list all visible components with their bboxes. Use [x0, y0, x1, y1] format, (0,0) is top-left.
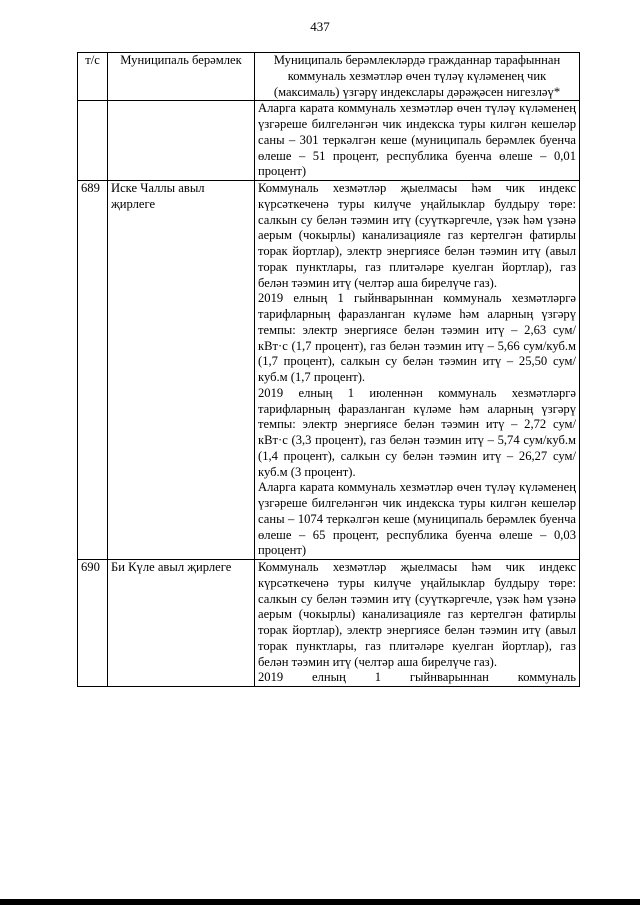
row-municipality: Би Күле авыл җирлеге	[108, 560, 255, 687]
table-row-689	[78, 181, 580, 560]
row-municipality: Иске Чаллы авыл җирлеге	[108, 181, 255, 560]
row-num: 690	[78, 560, 108, 687]
row-paragraph: 2019 елның 1 гыйнварыннан коммуналь хезмәтләргә тарифларның фаразланган күләме һәм аларның үзгәрү темпы: электр энергиясе белән тәэмин итү – 2,63 сум/кВт·с (1,7 процент), газ белән тәэмин итү – 5,66 сум/куб.м (1,7 процент), салкын су белән тәэмин итү – 25,50 сум/куб.м (1,7 процент).	[258, 291, 576, 384]
continued-text-cell	[255, 101, 580, 181]
row-text-cell	[255, 560, 580, 687]
row-paragraph: Коммуналь хезмәтләр җыелмасы һәм чик индекс күрсәткеченә туры килүче уңайлыклар булдыру төре: салкын су белән тәэмин итү (суүткәргечле, үзәк һәм үзәнә аерым (чокырлы) канализацияле газ кертелгән фатирлы торак йортлар), электр энергиясе белән тәэмин итү (авыл торак пунктлары, газ плитәләре куелган йортлар), газ белән тәэмин итү (челтәр аша бирелүче газ).	[258, 560, 576, 669]
header-num: т/с	[78, 53, 108, 101]
row-paragraph: 2019 елның 1 июленнән коммуналь хезмәтләргә тарифларның фаразланган күләме һәм аларның үзгәрү темпы: электр энергиясе белән тәэмин итү – 2,72 сум/кВт·с (3,3 процент), газ белән тәэмин итү – 5,74 сум/куб.м (1,4 процент), салкын су белән тәэмин итү – 26,27 сум/куб.м (3 процент).	[258, 385, 576, 479]
row-paragraph: 2019 елның 1 гыйнварыннан коммуналь	[258, 670, 576, 685]
table-row-continued	[78, 101, 580, 181]
row-paragraph: Коммуналь хезмәтләр җыелмасы һәм чик индекс күрсәткеченә туры килүче уңайлыклар булдыру төре: салкын су белән тәэмин итү (суүткәргечле, үзәк һәм үзәнә аерым (чокырлы) канализацияле газ кертелгән фатирлы торак йортлар), электр энергиясе белән тәэмин итү (авыл торак пунктлары, газ плитәләре куелган йортлар), газ белән тәэмин итү (челтәр аша бирелүче газ).	[258, 181, 576, 290]
index-table	[77, 52, 580, 687]
table-row-690	[78, 560, 580, 687]
continued-municipality-cell	[108, 101, 255, 181]
header-municipality: Муниципаль берәмлек	[108, 53, 255, 101]
row-num: 689	[78, 181, 108, 560]
bottom-border-bar	[0, 899, 640, 905]
table-header-row	[78, 53, 580, 101]
row-paragraph: Аларга карата коммуналь хезмәтләр өчен түләү күләменең үзгәреше билгеләнгән чик индекска туры килгән кешеләр саны – 1074 теркәлгән кеше (муниципаль берәмлек буенча өлеше – 65 процент, республика буенча өлеше – 0,03 процент)	[258, 480, 576, 558]
row-text-cell	[255, 181, 580, 560]
continued-num-cell	[78, 101, 108, 181]
continued-paragraph: Аларга карата коммуналь хезмәтләр өчен түләү күләменең үзгәреше билгеләнгән чик индекска туры килгән кешеләр саны – 301 теркәлгән кеше (муниципаль берәмлек буенча өлеше – 51 процент, республика буенча өлеше – 0,01 процент)	[258, 101, 576, 179]
page-number: 437	[310, 19, 330, 34]
header-text: Муниципаль берәмлекләрдә гражданнар тарафыннан коммуналь хезмәтләр өчен түләү күләменең чик (максималь) үзгәрү индекслары дәрәҗәсен нигезләү*	[255, 53, 580, 101]
